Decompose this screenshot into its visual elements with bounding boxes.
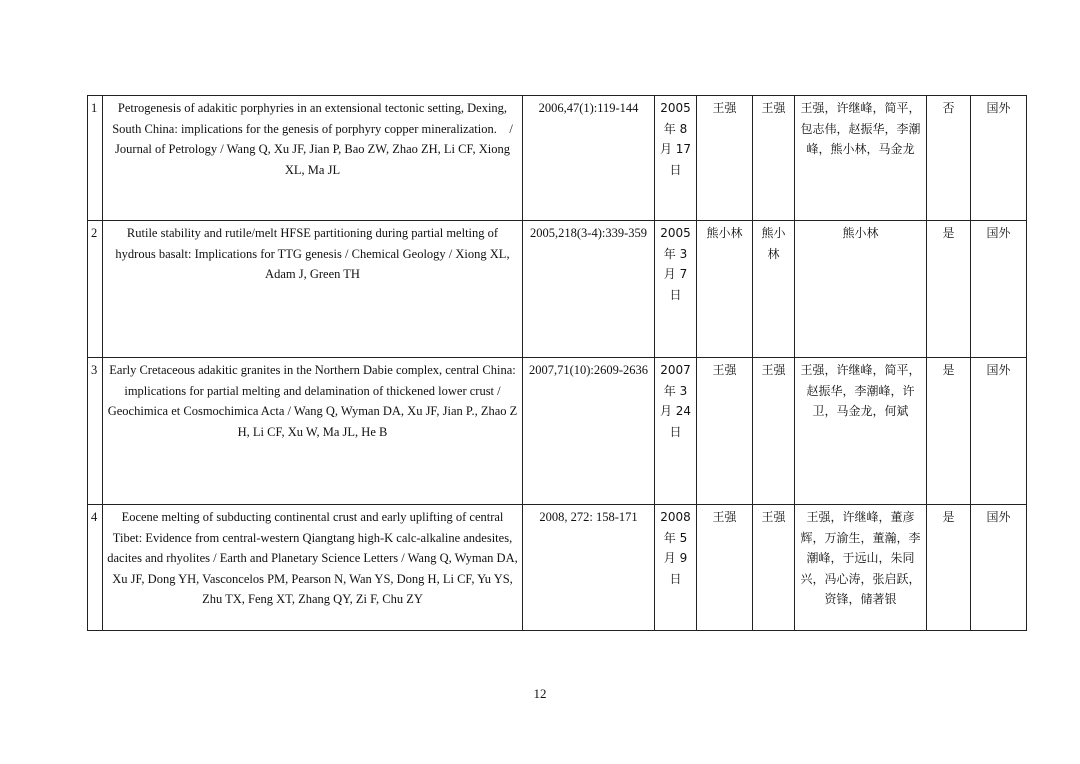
flag-cell: 是 (927, 505, 971, 631)
row-number: 3 (88, 358, 103, 505)
region-cell: 国外 (971, 358, 1027, 505)
volume-pages: 2005,218(3-4):339-359 (523, 221, 655, 358)
publication-title: Rutile stability and rutile/melt HFSE partitioning during partial melting of hydrous basalt: Implications for TTG genesis / Chemical Geology / Xiong XL, Adam J, Green TH (103, 221, 523, 358)
publication-title: Eocene melting of subducting continental crust and early uplifting of central Tibet: Evidence from central-western Qiangtang high-K calc-alkaline andesites, dacites and rhyolites / Earth and Planetary Science Letters / Wang Q, Wyman DA, Xu JF, Dong YH, Vasconcelos PM, Pearson N, Wan YS, Dong H, Li CF, Yu YS, Zhu TX, Feng XT, Zhang QY, Zi F, Chu ZY (103, 505, 523, 631)
publication-title: Petrogenesis of adakitic porphyries in an extensional tectonic setting, Dexing, South China: implications for the genesis of porphyry copper mineralization. / Journal of Petrology / Wang Q, Xu JF, Jian P, Bao ZW, Zhao ZH, Li CF, Xiong XL, Ma JL (103, 96, 523, 221)
author-list: 王强，许继峰，简平，包志伟，赵振华，李潮峰，熊小林，马金龙 (795, 96, 927, 221)
publication-date: 2005 年 8 月 17 日 (655, 96, 697, 221)
region-cell: 国外 (971, 221, 1027, 358)
corresponding-author: 熊小林 (753, 221, 795, 358)
corresponding-author: 王强 (753, 505, 795, 631)
first-author: 熊小林 (697, 221, 753, 358)
volume-pages: 2006,47(1):119-144 (523, 96, 655, 221)
region-cell: 国外 (971, 96, 1027, 221)
corresponding-author: 王强 (753, 358, 795, 505)
flag-cell: 否 (927, 96, 971, 221)
author-list: 王强，许继峰，董彦辉，万渝生，董瀚，李潮峰，于远山，朱同兴，冯心涛，张启跃，资锋，储著银 (795, 505, 927, 631)
table-row (88, 221, 1027, 358)
corresponding-author: 王强 (753, 96, 795, 221)
first-author: 王强 (697, 358, 753, 505)
author-list: 王强，许继峰，简平，赵振华，李潮峰，许卫，马金龙，何斌 (795, 358, 927, 505)
row-number: 4 (88, 505, 103, 631)
volume-pages: 2007,71(10):2609-2636 (523, 358, 655, 505)
row-number: 2 (88, 221, 103, 358)
publication-date: 2008 年 5 月 9 日 (655, 505, 697, 631)
publication-date: 2005 年 3 月 7 日 (655, 221, 697, 358)
author-list: 熊小林 (795, 221, 927, 358)
region-cell: 国外 (971, 505, 1027, 631)
row-number: 1 (88, 96, 103, 221)
first-author: 王强 (697, 96, 753, 221)
flag-cell: 是 (927, 221, 971, 358)
table-row (88, 96, 1027, 221)
publication-date: 2007 年 3 月 24 日 (655, 358, 697, 505)
first-author: 王强 (697, 505, 753, 631)
publication-table (87, 95, 1027, 631)
table-body (88, 96, 1027, 631)
publication-title: Early Cretaceous adakitic granites in the Northern Dabie complex, central China: implications for partial melting and delamination of thickened lower crust / Geochimica et Cosmochimica Acta / Wang Q, Wyman DA, Xu JF, Jian P., Zhao Z H, Li CF, Xu W, Ma JL, He B (103, 358, 523, 505)
flag-cell: 是 (927, 358, 971, 505)
table-row (88, 358, 1027, 505)
table-row (88, 505, 1027, 631)
page-number: 12 (533, 686, 547, 701)
volume-pages: 2008, 272: 158-171 (523, 505, 655, 631)
